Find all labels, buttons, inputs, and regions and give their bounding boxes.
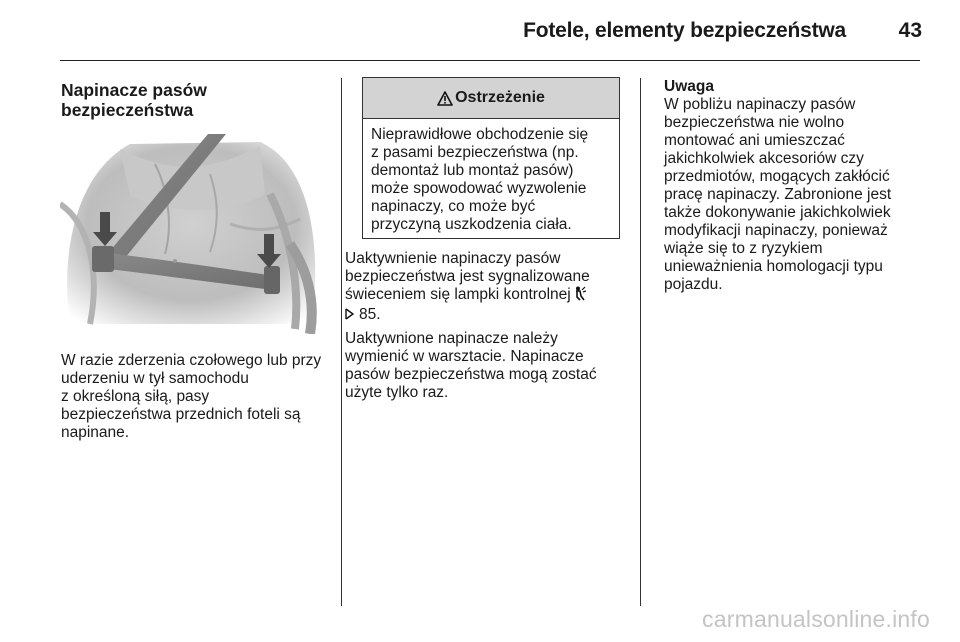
text-line: montować ani umieszczać <box>664 132 845 149</box>
page-reference-icon <box>345 307 354 325</box>
note-section <box>664 78 924 294</box>
text-line: uderzeniu w tył samochodu <box>61 370 249 387</box>
text-line: przyczyną uszkodzenia ciała. <box>371 216 572 233</box>
text-line: pasów bezpieczeństwa mogą zostać <box>345 366 597 383</box>
warning-text <box>363 119 619 234</box>
text-line: może spowodować wyzwolenie <box>371 180 587 197</box>
page-number: 43 <box>898 19 922 42</box>
heading-line: Napinacze pasów <box>61 80 207 100</box>
text-line: Uaktywnione napinacze należy <box>345 330 558 347</box>
page-reference[interactable]: 85. <box>359 306 381 323</box>
text-line: pojazdu. <box>664 276 723 293</box>
text-line: Nieprawidłowe obchodzenie się <box>371 126 589 143</box>
text-line: wiąże się to z ryzykiem <box>664 240 823 257</box>
text-line: unieważnienia homologacji typu <box>664 258 883 275</box>
column-divider-1 <box>341 78 342 606</box>
text-line: napinane. <box>61 424 130 441</box>
text-line: modyfikacji napinaczy, ponieważ <box>664 222 888 239</box>
text-line: napinaczy, co może być <box>371 198 536 215</box>
text-line: jakichkolwiek akcesoriów czy <box>664 150 864 167</box>
heading-line: bezpieczeństwa <box>61 100 194 120</box>
column-divider-2 <box>640 78 641 606</box>
text-line: W pobliżu napinaczy pasów <box>664 96 856 113</box>
text-line: bezpieczeństwa jest sygnalizowane <box>345 268 590 285</box>
pretensioner-description <box>61 352 329 442</box>
note-label: Uwaga <box>664 78 714 95</box>
text-line: także dokonywanie jakichkolwiek <box>664 204 891 221</box>
text-line: demontaż lub montaż pasów) <box>371 162 574 179</box>
text-line: bezpieczeństwa nie wolno <box>664 114 845 131</box>
paragraph <box>345 330 630 402</box>
warning-triangle-icon <box>437 91 453 106</box>
warning-header <box>363 78 619 119</box>
watermark: carmanualsonline.info <box>702 606 930 632</box>
page-header-title: Fotele, elementy bezpieczeństwa <box>523 19 846 42</box>
paragraph <box>345 250 630 325</box>
activation-text <box>345 250 630 407</box>
text-line: W razie zderzenia czołowego lub przy <box>61 352 322 369</box>
text-line: świeceniem się lampki kontrolnej <box>345 286 571 303</box>
section-heading <box>61 80 321 120</box>
header-divider <box>60 60 920 61</box>
text-line: Uaktywnienie napinaczy pasów <box>345 250 561 267</box>
warning-title: Ostrzeżenie <box>455 89 545 106</box>
text-line: z określoną siłą, pasy <box>61 388 210 405</box>
seatbelt-pretensioner-illustration <box>60 134 322 334</box>
text-line: bezpieczeństwa przednich foteli są <box>61 406 301 423</box>
warning-box <box>362 77 620 239</box>
airbag-warning-icon <box>574 286 586 306</box>
text-line: z pasami bezpieczeństwa (np. <box>371 144 579 161</box>
text-line: pracę napinaczy. Zabronione jest <box>664 186 892 203</box>
text-line: wymienić w warsztacie. Napinacze <box>345 348 584 365</box>
text-line: użyte tylko raz. <box>345 384 449 401</box>
text-line: przedmiotów, mogących zakłócić <box>664 168 890 185</box>
